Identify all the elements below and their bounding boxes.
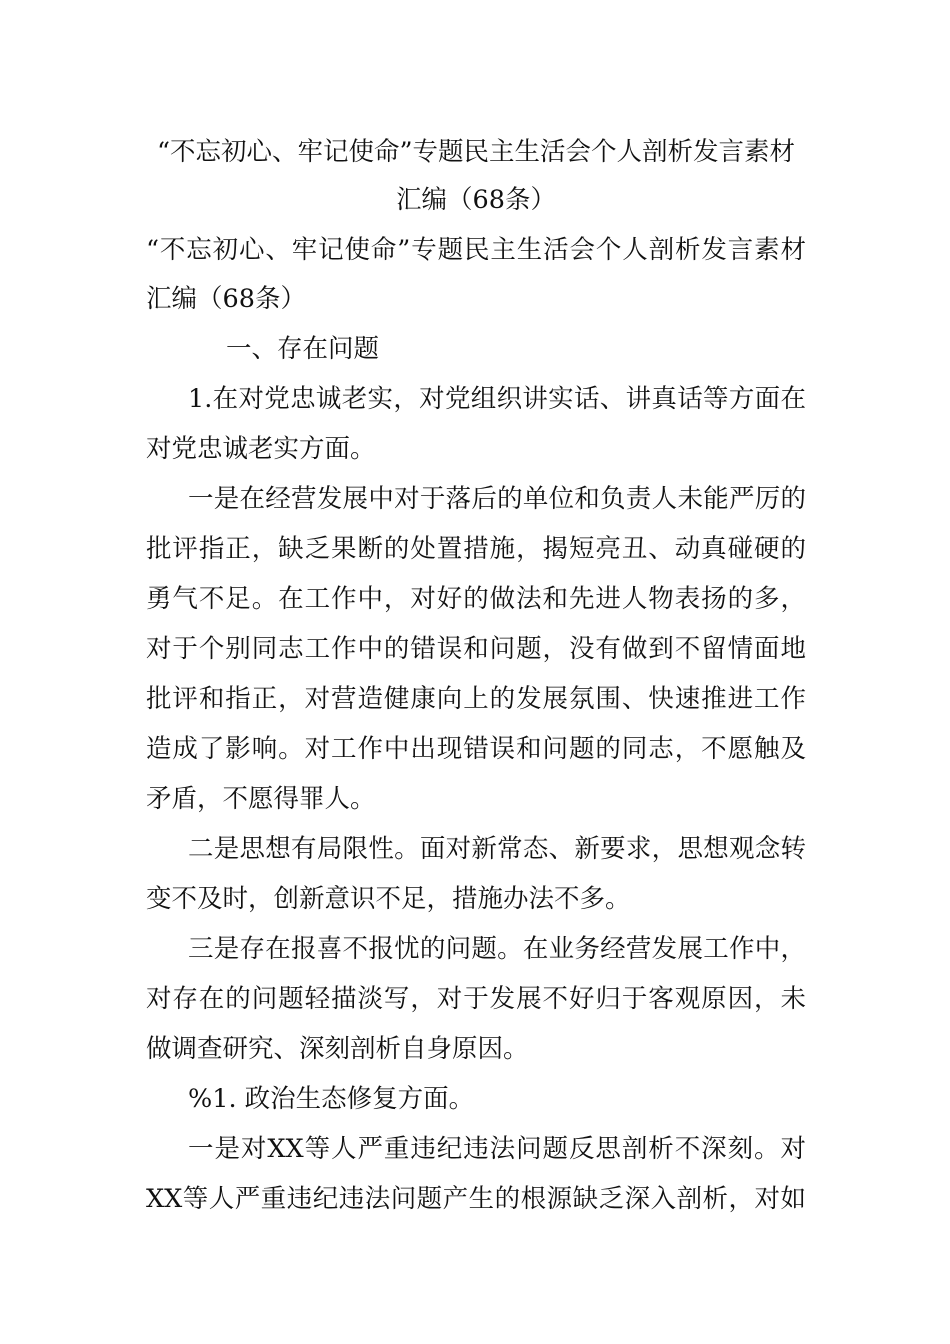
para3-line-1: 三是存在报喜不报忧的问题。在业务经营发展工作中，: [188, 934, 806, 964]
para1-line-5: 批评和指正，对营造健康向上的发展氛围、快速推进工作: [146, 684, 806, 714]
title-line-1: “不忘初心、牢记使命”专题民主生活会个人剖析发言素材: [156, 137, 796, 167]
item1-line-2: 对党忠诚老实方面。: [146, 434, 376, 464]
para1-line-4: 对于个别同志工作中的错误和问题，没有做到不留情面地: [146, 634, 806, 664]
item2-heading: %1. 政治生态修复方面。: [188, 1084, 475, 1114]
section-heading: 一、存在问题: [226, 334, 380, 364]
title-line-2: 汇编（68条）: [396, 185, 556, 215]
para3-line-3: 做调查研究、深刻剖析自身原因。: [146, 1034, 529, 1064]
item1-line-1: 1.在对党忠诚老实，对党组织讲实话、讲真话等方面在: [188, 384, 806, 414]
para4-line-2: XX等人严重违纪违法问题产生的根源缺乏深入剖析，对如: [146, 1184, 806, 1214]
para1-line-2: 批评指正，缺乏果断的处置措施，揭短亮丑、动真碰硬的: [146, 534, 806, 564]
para2-line-2: 变不及时，创新意识不足，措施办法不多。: [146, 884, 631, 914]
para1-line-3: 勇气不足。在工作中，对好的做法和先进人物表扬的多，: [146, 584, 806, 614]
para1-line-1: 一是在经营发展中对于落后的单位和负责人未能严厉的: [188, 484, 806, 514]
para1-line-7: 矛盾，不愿得罪人。: [146, 784, 376, 814]
para4-line-1: 一是对XX等人严重违纪违法问题反思剖析不深刻。对: [188, 1134, 806, 1164]
para1-line-6: 造成了影响。对工作中出现错误和问题的同志，不愿触及: [146, 734, 806, 764]
subtitle-line-2: 汇编（68条）: [146, 284, 306, 314]
para2-line-1: 二是思想有局限性。面对新常态、新要求，思想观念转: [188, 834, 806, 864]
subtitle-line-1: “不忘初心、牢记使命”专题民主生活会个人剖析发言素材: [146, 235, 806, 265]
para3-line-2: 对存在的问题轻描淡写，对于发展不好归于客观原因，未: [146, 984, 806, 1014]
